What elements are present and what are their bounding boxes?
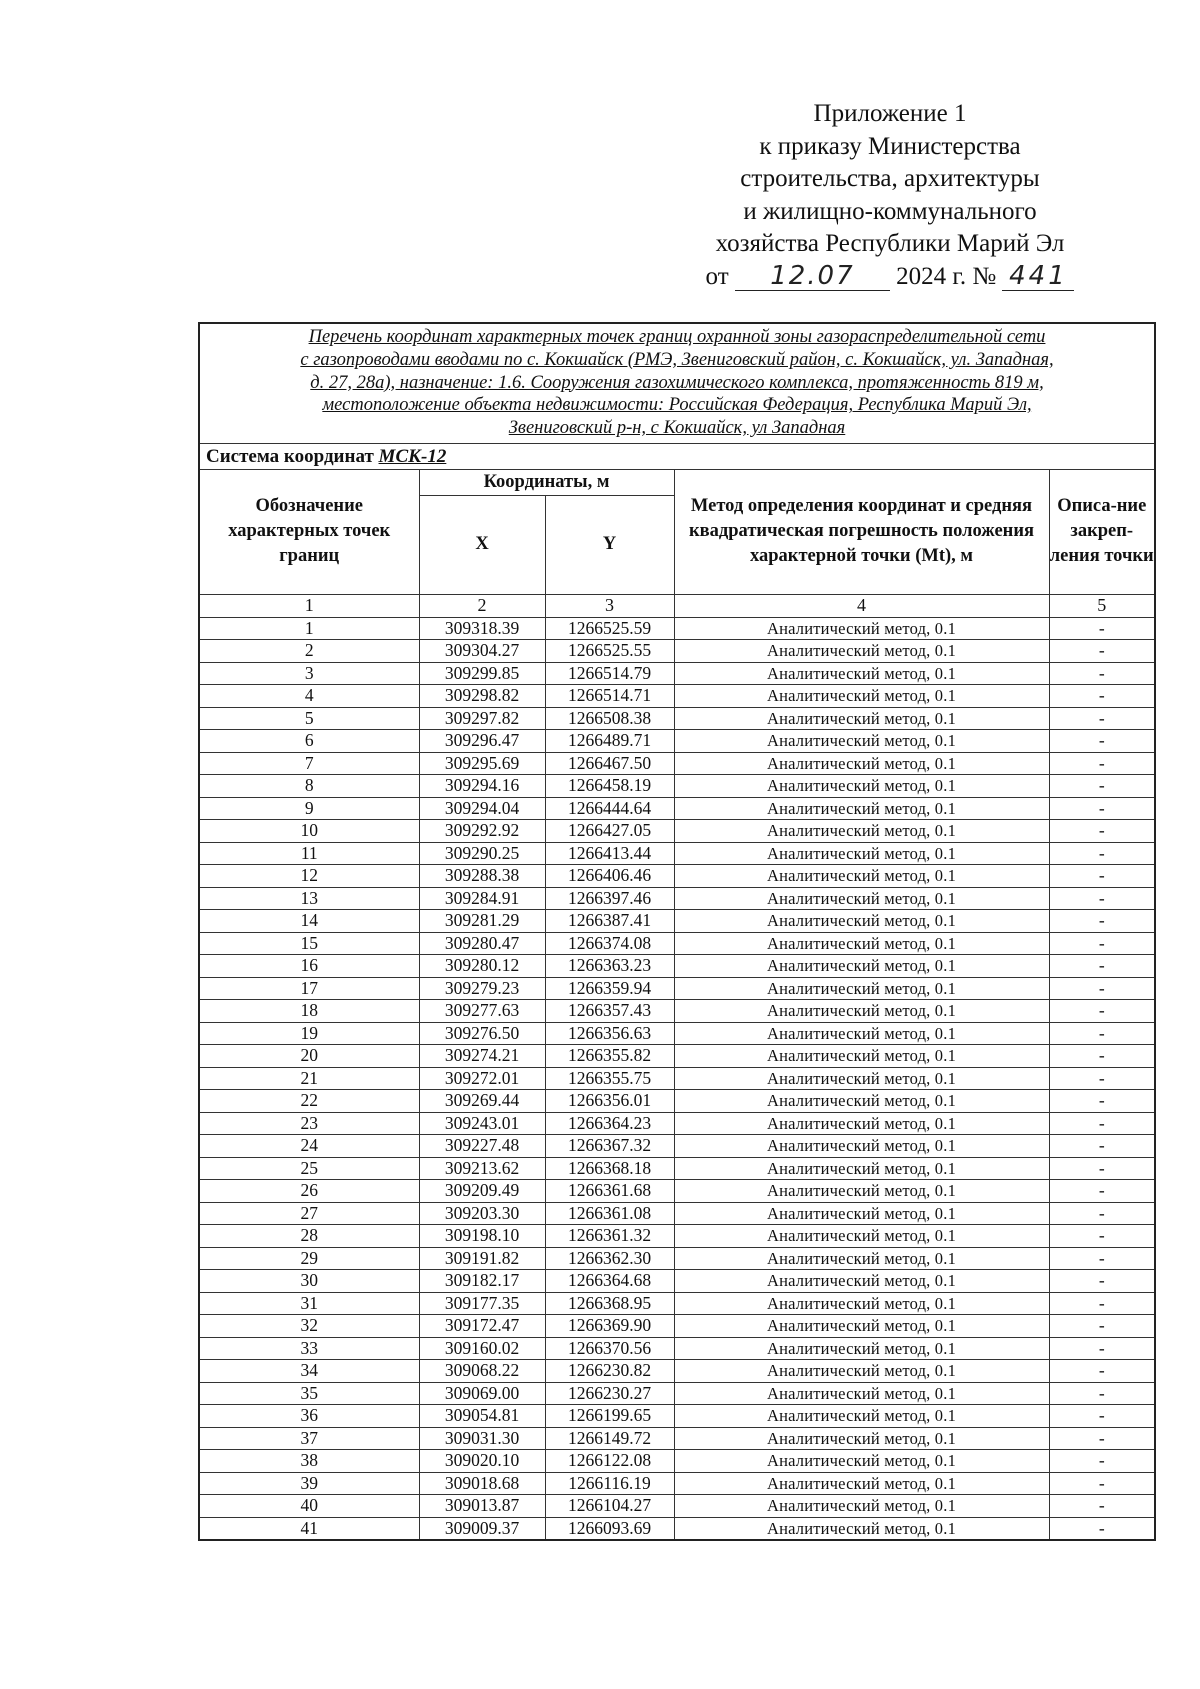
point-number-cell: 38 xyxy=(199,1450,419,1473)
y-coordinate-cell: 1266230.27 xyxy=(545,1382,674,1405)
point-number-cell: 19 xyxy=(199,1022,419,1045)
x-coordinate-cell: 309292.92 xyxy=(419,820,545,843)
method-cell: Аналитический метод, 0.1 xyxy=(674,617,1049,640)
description-cell: - xyxy=(1049,662,1155,685)
method-cell: Аналитический метод, 0.1 xyxy=(674,1157,1049,1180)
description-cell: - xyxy=(1049,1180,1155,1203)
point-number-cell: 11 xyxy=(199,842,419,865)
point-number-cell: 3 xyxy=(199,662,419,685)
description-cell: - xyxy=(1049,1450,1155,1473)
method-cell: Аналитический метод, 0.1 xyxy=(674,1180,1049,1203)
table-row xyxy=(199,1022,1155,1045)
description-cell: - xyxy=(1049,1045,1155,1068)
table-row xyxy=(199,842,1155,865)
description-cell: - xyxy=(1049,730,1155,753)
description-cell: - xyxy=(1049,1247,1155,1270)
table-row xyxy=(199,1472,1155,1495)
table-row xyxy=(199,1000,1155,1023)
description-cell: - xyxy=(1049,1202,1155,1225)
method-cell: Аналитический метод, 0.1 xyxy=(674,1337,1049,1360)
y-coordinate-cell: 1266359.94 xyxy=(545,977,674,1000)
point-number-cell: 9 xyxy=(199,797,419,820)
y-coordinate-cell: 1266362.30 xyxy=(545,1247,674,1270)
order-year-number-label: 2024 г. № xyxy=(896,262,997,290)
y-coordinate-cell: 1266406.46 xyxy=(545,865,674,888)
x-coordinate-cell: 309274.21 xyxy=(419,1045,545,1068)
y-coordinate-cell: 1266199.65 xyxy=(545,1405,674,1428)
point-number-cell: 36 xyxy=(199,1405,419,1428)
table-row xyxy=(199,1135,1155,1158)
table-row xyxy=(199,1360,1155,1383)
y-coordinate-cell: 1266397.46 xyxy=(545,887,674,910)
method-cell: Аналитический метод, 0.1 xyxy=(674,640,1049,663)
point-number-cell: 1 xyxy=(199,617,419,640)
method-cell: Аналитический метод, 0.1 xyxy=(674,1022,1049,1045)
column-number: 2 xyxy=(419,594,545,617)
point-number-cell: 35 xyxy=(199,1382,419,1405)
description-cell: - xyxy=(1049,1360,1155,1383)
method-cell: Аналитический метод, 0.1 xyxy=(674,707,1049,730)
y-coordinate-cell: 1266367.32 xyxy=(545,1135,674,1158)
description-cell: - xyxy=(1049,1135,1155,1158)
method-cell: Аналитический метод, 0.1 xyxy=(674,1450,1049,1473)
x-coordinate-cell: 309209.49 xyxy=(419,1180,545,1203)
order-date-handwritten: 12.07 xyxy=(735,262,890,291)
y-coordinate-cell: 1266364.68 xyxy=(545,1270,674,1293)
y-coordinate-cell: 1266370.56 xyxy=(545,1337,674,1360)
table-title-line: местоположение объекта недвижимости: Российская Федерация, Республика Марий Эл, xyxy=(322,395,1032,416)
column-number: 5 xyxy=(1049,594,1155,617)
table-row xyxy=(199,707,1155,730)
description-cell: - xyxy=(1049,1472,1155,1495)
coordinate-system-name: МСК-12 xyxy=(378,445,447,467)
x-coordinate-cell: 309191.82 xyxy=(419,1247,545,1270)
y-coordinate-cell: 1266368.95 xyxy=(545,1292,674,1315)
description-cell: - xyxy=(1049,865,1155,888)
x-coordinate-cell: 309054.81 xyxy=(419,1405,545,1428)
table-row xyxy=(199,932,1155,955)
x-coordinate-cell: 309227.48 xyxy=(419,1135,545,1158)
y-coordinate-cell: 1266427.05 xyxy=(545,820,674,843)
x-coordinate-cell: 309243.01 xyxy=(419,1112,545,1135)
x-coordinate-cell: 309160.02 xyxy=(419,1337,545,1360)
point-number-cell: 23 xyxy=(199,1112,419,1135)
y-coordinate-cell: 1266355.82 xyxy=(545,1045,674,1068)
x-coordinate-cell: 309297.82 xyxy=(419,707,545,730)
table-row xyxy=(199,775,1155,798)
table-row xyxy=(199,1067,1155,1090)
table-row xyxy=(199,1270,1155,1293)
table-row xyxy=(199,1157,1155,1180)
y-coordinate-cell: 1266355.75 xyxy=(545,1067,674,1090)
table-row xyxy=(199,685,1155,708)
x-coordinate-cell: 309288.38 xyxy=(419,865,545,888)
method-cell: Аналитический метод, 0.1 xyxy=(674,1000,1049,1023)
method-cell: Аналитический метод, 0.1 xyxy=(674,752,1049,775)
x-coordinate-cell: 309298.82 xyxy=(419,685,545,708)
appendix-title: Приложение 1 xyxy=(813,100,967,127)
x-coordinate-cell: 309272.01 xyxy=(419,1067,545,1090)
method-cell: Аналитический метод, 0.1 xyxy=(674,1472,1049,1495)
point-number-cell: 27 xyxy=(199,1202,419,1225)
header-y: Y xyxy=(545,495,674,594)
table-title-line: Перечень координат характерных точек границ охранной зоны газораспределительной сети xyxy=(308,327,1046,347)
x-coordinate-cell: 309182.17 xyxy=(419,1270,545,1293)
y-coordinate-cell: 1266374.08 xyxy=(545,932,674,955)
header-description: Описа-ние закреп-ления точки xyxy=(1049,469,1155,594)
table-row xyxy=(199,820,1155,843)
order-number-handwritten: 441 xyxy=(1002,262,1074,291)
x-coordinate-cell: 309069.00 xyxy=(419,1382,545,1405)
point-number-cell: 29 xyxy=(199,1247,419,1270)
method-cell: Аналитический метод, 0.1 xyxy=(674,1090,1049,1113)
appendix-line-2: к приказу Министерства xyxy=(759,132,1021,160)
column-number: 3 xyxy=(545,594,674,617)
column-number: 4 xyxy=(674,594,1049,617)
column-number: 1 xyxy=(199,594,419,617)
table-row xyxy=(199,1090,1155,1113)
table-row xyxy=(199,1405,1155,1428)
point-number-cell: 26 xyxy=(199,1180,419,1203)
method-cell: Аналитический метод, 0.1 xyxy=(674,1045,1049,1068)
method-cell: Аналитический метод, 0.1 xyxy=(674,775,1049,798)
point-number-cell: 14 xyxy=(199,910,419,933)
x-coordinate-cell: 309177.35 xyxy=(419,1292,545,1315)
method-cell: Аналитический метод, 0.1 xyxy=(674,955,1049,978)
point-number-cell: 21 xyxy=(199,1067,419,1090)
point-number-cell: 17 xyxy=(199,977,419,1000)
description-cell: - xyxy=(1049,1495,1155,1518)
appendix-line-4: и жилищно-коммунального xyxy=(743,197,1037,225)
point-number-cell: 20 xyxy=(199,1045,419,1068)
description-cell: - xyxy=(1049,1022,1155,1045)
x-coordinate-cell: 309277.63 xyxy=(419,1000,545,1023)
method-cell: Аналитический метод, 0.1 xyxy=(674,1382,1049,1405)
method-cell: Аналитический метод, 0.1 xyxy=(674,1270,1049,1293)
point-number-cell: 39 xyxy=(199,1472,419,1495)
appendix-header xyxy=(660,98,1120,293)
point-number-cell: 6 xyxy=(199,730,419,753)
y-coordinate-cell: 1266116.19 xyxy=(545,1472,674,1495)
method-cell: Аналитический метод, 0.1 xyxy=(674,977,1049,1000)
description-cell: - xyxy=(1049,887,1155,910)
y-coordinate-cell: 1266458.19 xyxy=(545,775,674,798)
point-number-cell: 5 xyxy=(199,707,419,730)
order-prefix: от xyxy=(705,262,729,290)
y-coordinate-cell: 1266363.23 xyxy=(545,955,674,978)
table-row xyxy=(199,640,1155,663)
table-row xyxy=(199,617,1155,640)
x-coordinate-cell: 309020.10 xyxy=(419,1450,545,1473)
x-coordinate-cell: 309279.23 xyxy=(419,977,545,1000)
column-numbers-row xyxy=(199,594,1155,617)
description-cell: - xyxy=(1049,955,1155,978)
method-cell: Аналитический метод, 0.1 xyxy=(674,1517,1049,1540)
table-row xyxy=(199,865,1155,888)
x-coordinate-cell: 309294.16 xyxy=(419,775,545,798)
point-number-cell: 2 xyxy=(199,640,419,663)
y-coordinate-cell: 1266467.50 xyxy=(545,752,674,775)
table-row xyxy=(199,955,1155,978)
header-point-designation: Обозначение характерных точек границ xyxy=(199,469,419,594)
method-cell: Аналитический метод, 0.1 xyxy=(674,1292,1049,1315)
table-row xyxy=(199,1427,1155,1450)
point-number-cell: 16 xyxy=(199,955,419,978)
point-number-cell: 34 xyxy=(199,1360,419,1383)
method-cell: Аналитический метод, 0.1 xyxy=(674,1067,1049,1090)
point-number-cell: 10 xyxy=(199,820,419,843)
point-number-cell: 24 xyxy=(199,1135,419,1158)
description-cell: - xyxy=(1049,640,1155,663)
table-row xyxy=(199,1382,1155,1405)
x-coordinate-cell: 309304.27 xyxy=(419,640,545,663)
method-cell: Аналитический метод, 0.1 xyxy=(674,842,1049,865)
table-row xyxy=(199,1292,1155,1315)
description-cell: - xyxy=(1049,820,1155,843)
description-cell: - xyxy=(1049,752,1155,775)
order-date-line xyxy=(660,261,1120,294)
point-number-cell: 28 xyxy=(199,1225,419,1248)
table-row xyxy=(199,1517,1155,1540)
y-coordinate-cell: 1266413.44 xyxy=(545,842,674,865)
x-coordinate-cell: 309281.29 xyxy=(419,910,545,933)
description-cell: - xyxy=(1049,1315,1155,1338)
header-x: X xyxy=(419,495,545,594)
y-coordinate-cell: 1266525.55 xyxy=(545,640,674,663)
x-coordinate-cell: 309013.87 xyxy=(419,1495,545,1518)
x-coordinate-cell: 309198.10 xyxy=(419,1225,545,1248)
point-number-cell: 8 xyxy=(199,775,419,798)
x-coordinate-cell: 309068.22 xyxy=(419,1360,545,1383)
method-cell: Аналитический метод, 0.1 xyxy=(674,662,1049,685)
x-coordinate-cell: 309294.04 xyxy=(419,797,545,820)
y-coordinate-cell: 1266364.23 xyxy=(545,1112,674,1135)
method-cell: Аналитический метод, 0.1 xyxy=(674,1427,1049,1450)
x-coordinate-cell: 309276.50 xyxy=(419,1022,545,1045)
point-number-cell: 25 xyxy=(199,1157,419,1180)
point-number-cell: 13 xyxy=(199,887,419,910)
description-cell: - xyxy=(1049,775,1155,798)
description-cell: - xyxy=(1049,1517,1155,1540)
table-row xyxy=(199,730,1155,753)
point-number-cell: 4 xyxy=(199,685,419,708)
method-cell: Аналитический метод, 0.1 xyxy=(674,887,1049,910)
description-cell: - xyxy=(1049,1405,1155,1428)
coordinate-system-row xyxy=(199,443,1155,469)
description-cell: - xyxy=(1049,1270,1155,1293)
table-row xyxy=(199,977,1155,1000)
y-coordinate-cell: 1266368.18 xyxy=(545,1157,674,1180)
description-cell: - xyxy=(1049,977,1155,1000)
y-coordinate-cell: 1266104.27 xyxy=(545,1495,674,1518)
method-cell: Аналитический метод, 0.1 xyxy=(674,1405,1049,1428)
y-coordinate-cell: 1266230.82 xyxy=(545,1360,674,1383)
description-cell: - xyxy=(1049,1112,1155,1135)
method-cell: Аналитический метод, 0.1 xyxy=(674,1225,1049,1248)
table-title-line: д. 27, 28а), назначение: 1.6. Сооружения газохимического комплекса, протяженность 819 м, xyxy=(310,372,1044,393)
x-coordinate-cell: 309295.69 xyxy=(419,752,545,775)
description-cell: - xyxy=(1049,932,1155,955)
x-coordinate-cell: 309318.39 xyxy=(419,617,545,640)
description-cell: - xyxy=(1049,910,1155,933)
description-cell: - xyxy=(1049,1337,1155,1360)
header-coordinates: Координаты, м xyxy=(419,469,674,495)
point-number-cell: 40 xyxy=(199,1495,419,1518)
method-cell: Аналитический метод, 0.1 xyxy=(674,932,1049,955)
method-cell: Аналитический метод, 0.1 xyxy=(674,797,1049,820)
table-row xyxy=(199,662,1155,685)
description-cell: - xyxy=(1049,1090,1155,1113)
x-coordinate-cell: 309213.62 xyxy=(419,1157,545,1180)
x-coordinate-cell: 309172.47 xyxy=(419,1315,545,1338)
table-row xyxy=(199,1045,1155,1068)
y-coordinate-cell: 1266356.01 xyxy=(545,1090,674,1113)
table-row xyxy=(199,1247,1155,1270)
description-cell: - xyxy=(1049,1157,1155,1180)
y-coordinate-cell: 1266357.43 xyxy=(545,1000,674,1023)
method-cell: Аналитический метод, 0.1 xyxy=(674,1202,1049,1225)
y-coordinate-cell: 1266387.41 xyxy=(545,910,674,933)
method-cell: Аналитический метод, 0.1 xyxy=(674,820,1049,843)
y-coordinate-cell: 1266444.64 xyxy=(545,797,674,820)
x-coordinate-cell: 309269.44 xyxy=(419,1090,545,1113)
description-cell: - xyxy=(1049,1427,1155,1450)
y-coordinate-cell: 1266489.71 xyxy=(545,730,674,753)
point-number-cell: 32 xyxy=(199,1315,419,1338)
y-coordinate-cell: 1266122.08 xyxy=(545,1450,674,1473)
x-coordinate-cell: 309009.37 xyxy=(419,1517,545,1540)
table-row xyxy=(199,1315,1155,1338)
method-cell: Аналитический метод, 0.1 xyxy=(674,910,1049,933)
table-row xyxy=(199,1180,1155,1203)
method-cell: Аналитический метод, 0.1 xyxy=(674,1135,1049,1158)
table-row xyxy=(199,1450,1155,1473)
table-row xyxy=(199,1495,1155,1518)
y-coordinate-cell: 1266149.72 xyxy=(545,1427,674,1450)
x-coordinate-cell: 309290.25 xyxy=(419,842,545,865)
point-number-cell: 18 xyxy=(199,1000,419,1023)
coordinate-system xyxy=(199,443,1155,469)
header-row-1 xyxy=(199,469,1155,495)
description-cell: - xyxy=(1049,617,1155,640)
y-coordinate-cell: 1266361.68 xyxy=(545,1180,674,1203)
point-number-cell: 15 xyxy=(199,932,419,955)
method-cell: Аналитический метод, 0.1 xyxy=(674,865,1049,888)
method-cell: Аналитический метод, 0.1 xyxy=(674,1360,1049,1383)
y-coordinate-cell: 1266514.71 xyxy=(545,685,674,708)
coordinate-system-label: Система координат xyxy=(206,445,374,467)
method-cell: Аналитический метод, 0.1 xyxy=(674,1112,1049,1135)
table-row xyxy=(199,1112,1155,1135)
table-row xyxy=(199,887,1155,910)
description-cell: - xyxy=(1049,1292,1155,1315)
method-cell: Аналитический метод, 0.1 xyxy=(674,1495,1049,1518)
point-number-cell: 41 xyxy=(199,1517,419,1540)
y-coordinate-cell: 1266361.32 xyxy=(545,1225,674,1248)
x-coordinate-cell: 309299.85 xyxy=(419,662,545,685)
x-coordinate-cell: 309284.91 xyxy=(419,887,545,910)
y-coordinate-cell: 1266369.90 xyxy=(545,1315,674,1338)
appendix-line-3: строительства, архитектуры xyxy=(740,165,1040,192)
method-cell: Аналитический метод, 0.1 xyxy=(674,730,1049,753)
table-row xyxy=(199,1225,1155,1248)
point-number-cell: 22 xyxy=(199,1090,419,1113)
y-coordinate-cell: 1266525.59 xyxy=(545,617,674,640)
x-coordinate-cell: 309018.68 xyxy=(419,1472,545,1495)
description-cell: - xyxy=(1049,707,1155,730)
table-row xyxy=(199,1202,1155,1225)
point-number-cell: 7 xyxy=(199,752,419,775)
x-coordinate-cell: 309280.47 xyxy=(419,932,545,955)
point-number-cell: 30 xyxy=(199,1270,419,1293)
table-title-line: с газопроводами вводами по с. Кокшайск (РМЭ, Звениговский район, с. Кокшайск, ул. Западная, xyxy=(300,349,1054,370)
point-number-cell: 12 xyxy=(199,865,419,888)
table-title-row xyxy=(199,323,1155,443)
y-coordinate-cell: 1266514.79 xyxy=(545,662,674,685)
method-cell: Аналитический метод, 0.1 xyxy=(674,685,1049,708)
x-coordinate-cell: 309031.30 xyxy=(419,1427,545,1450)
point-number-cell: 33 xyxy=(199,1337,419,1360)
description-cell: - xyxy=(1049,1382,1155,1405)
table-row xyxy=(199,1337,1155,1360)
x-coordinate-cell: 309203.30 xyxy=(419,1202,545,1225)
y-coordinate-cell: 1266508.38 xyxy=(545,707,674,730)
table-title-line: Звениговский р-н, с Кокшайск, ул Западная xyxy=(508,418,846,439)
coordinates-table xyxy=(198,322,1156,1541)
table-title xyxy=(199,323,1155,443)
description-cell: - xyxy=(1049,1067,1155,1090)
table-row xyxy=(199,752,1155,775)
method-cell: Аналитический метод, 0.1 xyxy=(674,1315,1049,1338)
appendix-line-5: хозяйства Республики Марий Эл xyxy=(715,230,1065,257)
description-cell: - xyxy=(1049,797,1155,820)
x-coordinate-cell: 309296.47 xyxy=(419,730,545,753)
description-cell: - xyxy=(1049,842,1155,865)
y-coordinate-cell: 1266356.63 xyxy=(545,1022,674,1045)
table-row xyxy=(199,910,1155,933)
table-row xyxy=(199,797,1155,820)
x-coordinate-cell: 309280.12 xyxy=(419,955,545,978)
point-number-cell: 37 xyxy=(199,1427,419,1450)
y-coordinate-cell: 1266361.08 xyxy=(545,1202,674,1225)
header-method: Метод определения координат и средняя квадратическая погрешность положения характерной точки (Mt), м xyxy=(674,469,1049,594)
description-cell: - xyxy=(1049,685,1155,708)
y-coordinate-cell: 1266093.69 xyxy=(545,1517,674,1540)
method-cell: Аналитический метод, 0.1 xyxy=(674,1247,1049,1270)
point-number-cell: 31 xyxy=(199,1292,419,1315)
description-cell: - xyxy=(1049,1000,1155,1023)
description-cell: - xyxy=(1049,1225,1155,1248)
